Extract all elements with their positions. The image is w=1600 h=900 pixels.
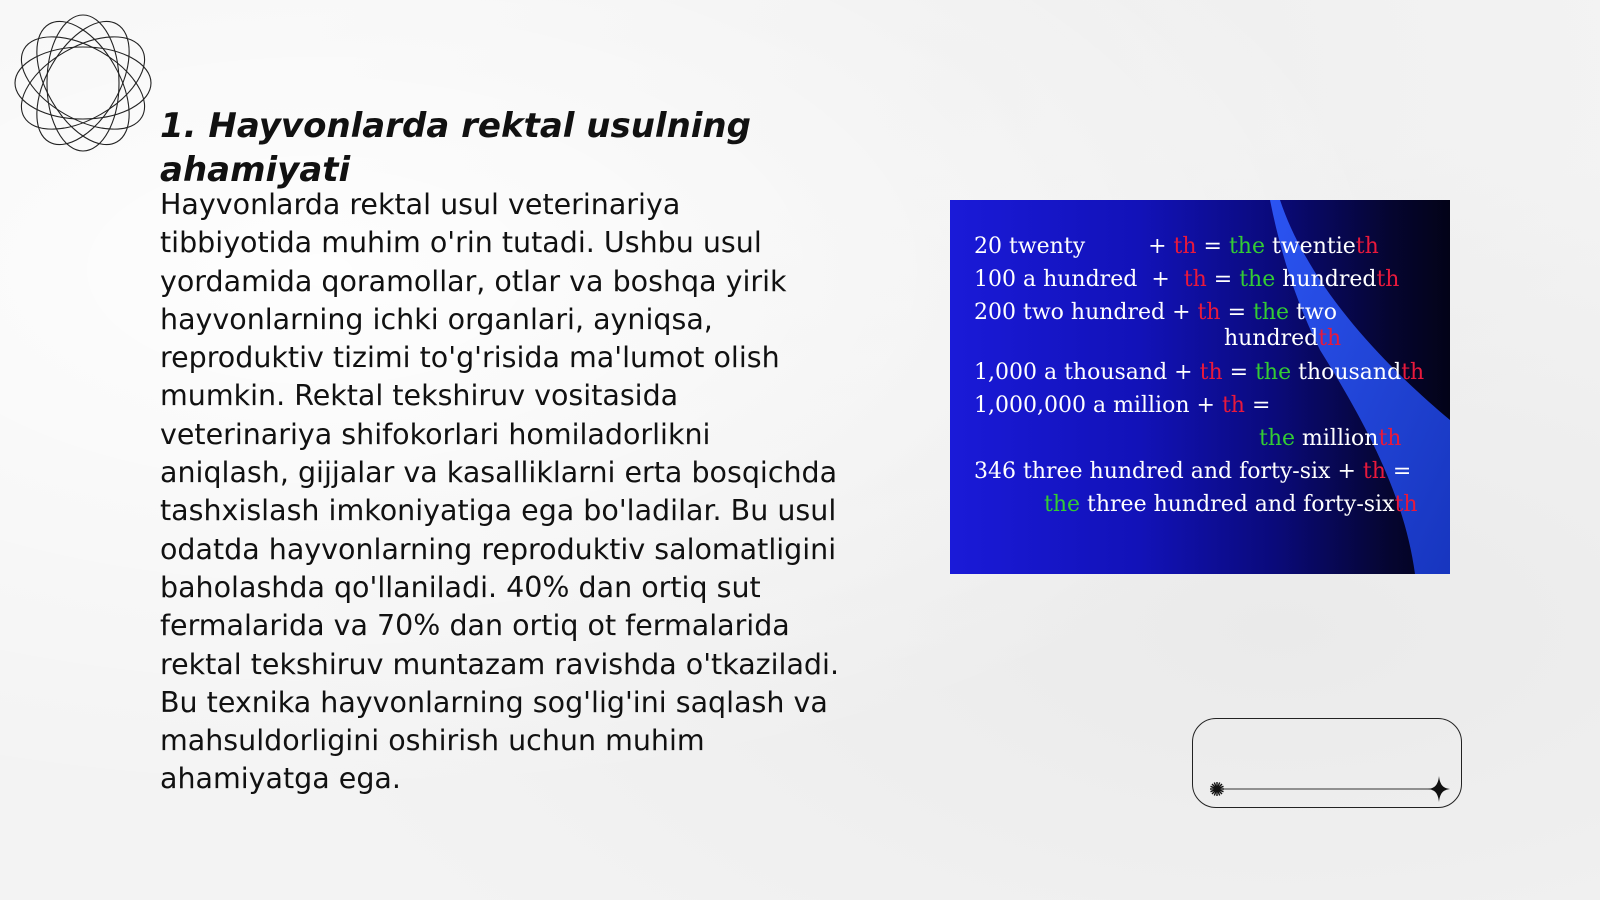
figure-line-million: 1,000,000 a million + th = — [974, 393, 1271, 418]
sparkle-cross-icon — [1428, 776, 1450, 802]
decorative-rounded-frame — [1192, 718, 1462, 808]
figure-line-20: 20 twenty + th = the twentieth — [974, 234, 1379, 259]
figure-line-200-cont: hundredth — [1224, 326, 1342, 351]
frame-ornaments — [1193, 719, 1463, 809]
slide-title: 1. Hayvonlarda rektal usulning ahamiyati — [160, 106, 751, 190]
figure-line-346-cont: the three hundred and forty-sixth — [1044, 492, 1418, 517]
figure-text-lines — [974, 230, 1444, 521]
figure-line-100: 100 a hundred + th = the hundredth — [974, 267, 1400, 292]
starburst-icon — [1210, 782, 1224, 796]
figure-line-200: 200 two hundred + th = the two — [974, 300, 1337, 325]
figure-line-1000: 1,000 a thousand + th = the thousandth — [974, 360, 1425, 385]
circle-rosette-icon — [10, 10, 156, 156]
ordinal-numbers-figure — [950, 200, 1450, 574]
slide-body-text: Hayvonlarda rektal usul veterinariya tibbiyotida muhim o'rin tutadi. Ushbu usul yordamida qoramollar, otlar va boshqa yirik hayvonlarning ichki organlari, ayniqsa, reproduktiv tizimi to'g'risida ma'lumot olish mumkin. Rektal tekshiruv vositasida veterinariya shifokorlari homiladorlikni aniqlash, gijjalar va kasalliklarni erta bosqichda tashxislash imkoniyatiga ega bo'ladilar. Bu usul odatda hayvonlarning reproduktiv salomatligini baholashda qo'llaniladi. 40% dan ortiq sut fermalarida va 70% dan ortiq ot fermalarida rektal tekshiruv muntazam ravishda o'tkaziladi. Bu texnika hayvonlarning sog'lig'ini saqlash va mahsuldorligini oshirish uchun muhim ahamiyatga ega. — [160, 188, 840, 796]
figure-line-million-cont: the millionth — [1259, 426, 1402, 451]
figure-line-346: 346 three hundred and forty-six + th = — [974, 459, 1412, 484]
